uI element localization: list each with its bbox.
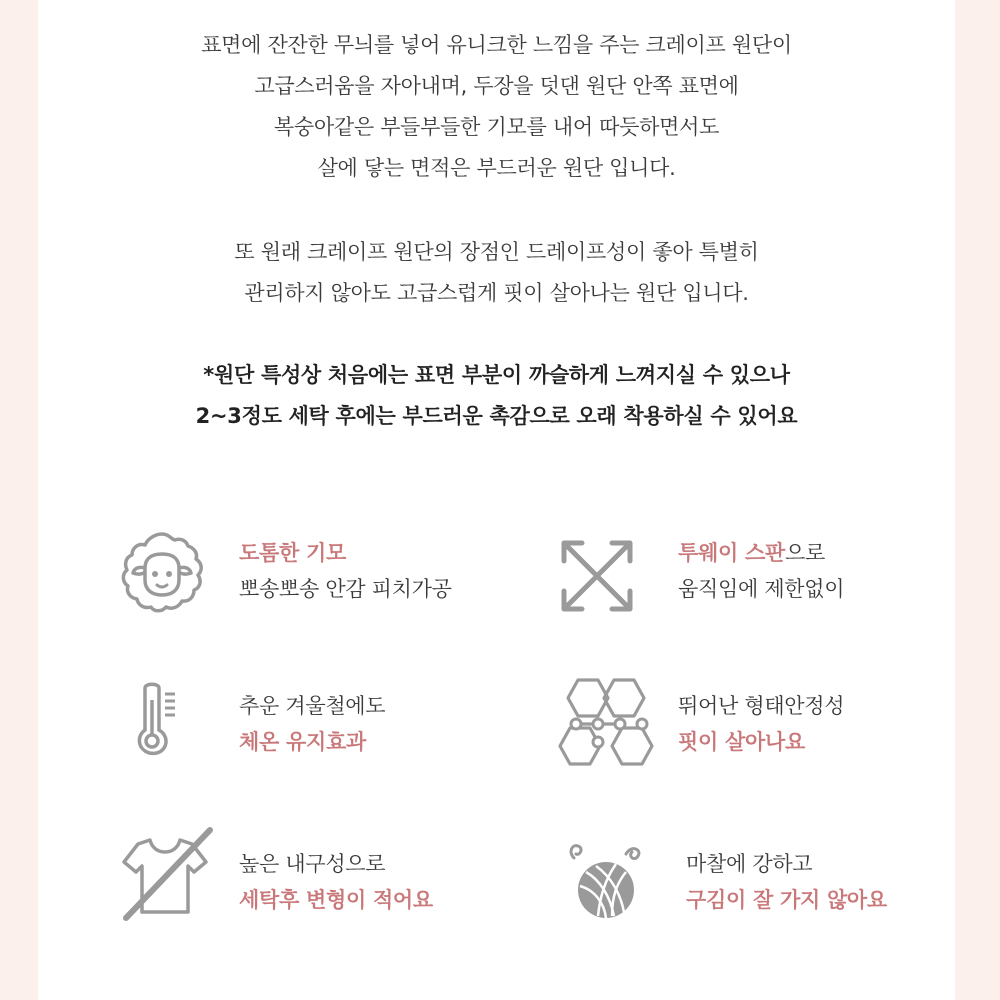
note-line: 2~3정도 세탁 후에는 부드러운 촉감으로 오래 착용하실 수 있어요 — [195, 404, 798, 428]
feature-title: 높은 내구성으로 — [239, 852, 386, 876]
feature-text — [239, 688, 385, 760]
feature-text — [239, 535, 452, 607]
care-note — [38, 355, 955, 437]
feature-text — [678, 535, 844, 607]
intro-paragraph — [38, 25, 955, 189]
feature-desc: 핏이 살아나요 — [678, 730, 805, 754]
feature-desc: 세탁후 변형이 적어요 — [239, 888, 433, 912]
feature-title-rest: 으로 — [784, 541, 825, 565]
sheep-icon — [116, 528, 208, 620]
intro-line: 고급스러움을 자아내며, 두장을 덧댄 원단 안쪽 표면에 — [254, 74, 739, 98]
note-line: *원단 특성상 처음에는 표면 부분이 까슬하게 느껴지실 수 있으나 — [203, 363, 790, 387]
feature-title-accent: 투웨이 스판 — [678, 541, 785, 565]
intro-line: 복숭아같은 부들부들한 기모를 내어 따듯하면서도 — [273, 115, 720, 139]
intro-line: 표면에 잔잔한 무늬를 넣어 유니크한 느낌을 주는 크레이프 원단이 — [201, 33, 792, 57]
drape-line: 또 원래 크레이프 원단의 장점인 드레이프성이 좋아 특별히 — [234, 240, 759, 264]
feature-title: 도톰한 기모 — [239, 541, 346, 565]
feature-title: 추운 겨울철에도 — [239, 694, 386, 718]
content-panel — [38, 0, 955, 1000]
feature-title — [678, 535, 844, 571]
feature-text — [678, 688, 844, 760]
feature-desc: 뽀송뽀송 안감 피치가공 — [239, 577, 452, 601]
feature-title: 마찰에 강하고 — [686, 852, 813, 876]
yarn-ball-icon — [566, 838, 646, 922]
stretch-arrows-icon — [556, 535, 638, 617]
feature-desc: 체온 유지효과 — [239, 730, 366, 754]
intro-line: 살에 닿는 면적은 부드러운 원단 입니다. — [317, 156, 676, 180]
thermometer-icon — [133, 680, 183, 760]
drape-line: 관리하지 않아도 고급스럽게 핏이 살아나는 원단 입니다. — [244, 281, 749, 305]
feature-text — [239, 846, 433, 918]
hexagon-structure-icon — [556, 676, 656, 772]
drape-paragraph — [38, 232, 955, 314]
feature-text — [686, 846, 887, 918]
no-deform-shirt-icon — [120, 826, 214, 922]
feature-desc: 구김이 잘 가지 않아요 — [686, 888, 887, 912]
feature-desc: 움직임에 제한없이 — [678, 577, 845, 601]
feature-title: 뛰어난 형태안정성 — [678, 694, 845, 718]
